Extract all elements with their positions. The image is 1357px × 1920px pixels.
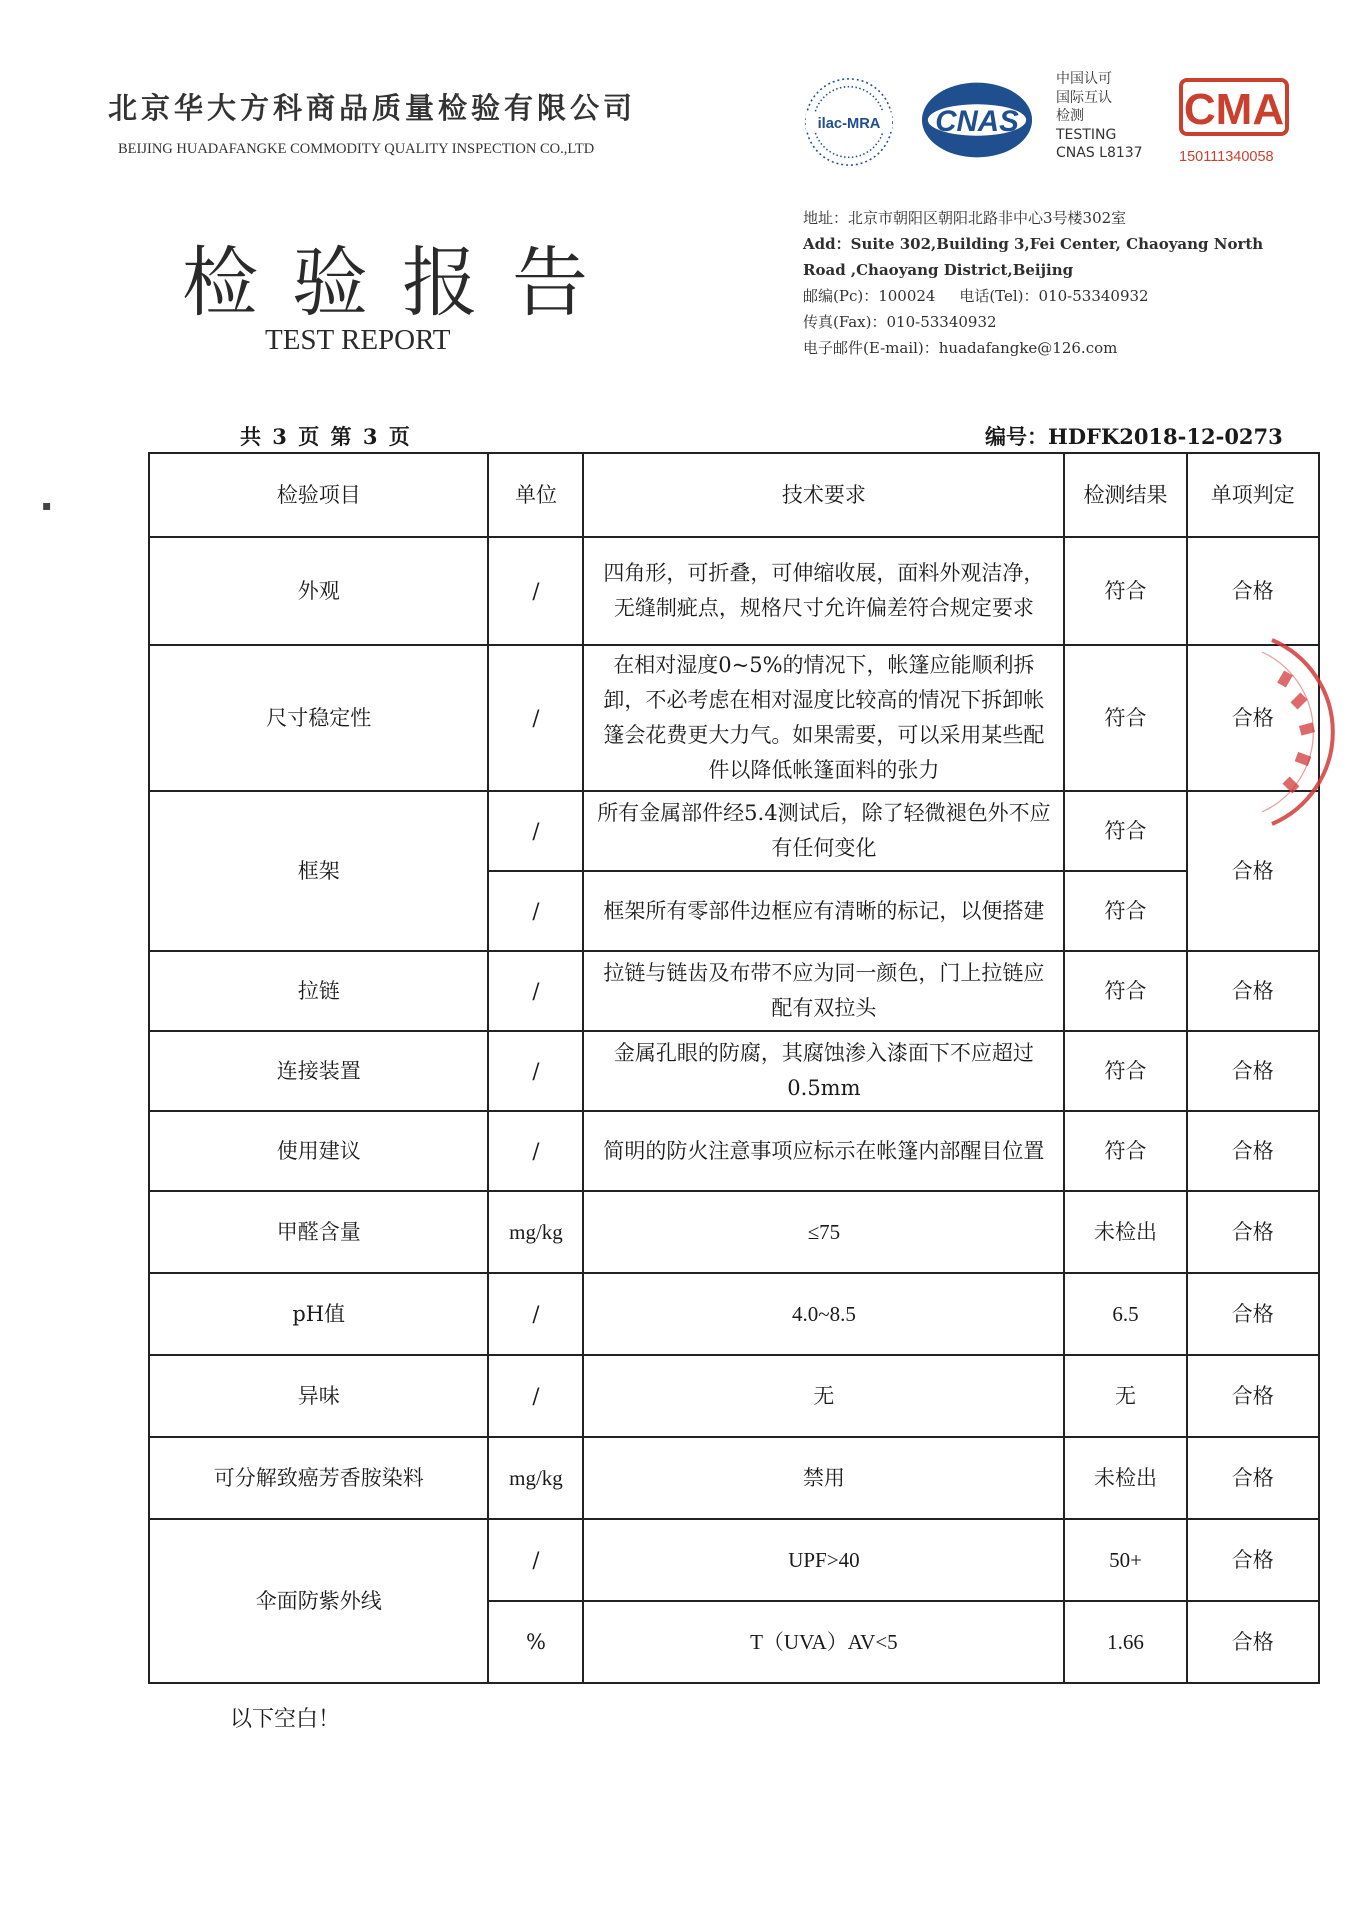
cell-item: 尺寸稳定性 [149,645,488,791]
cell-requirement: 金属孔眼的防腐，其腐蚀渗入漆面下不应超过0.5mm [583,1031,1064,1111]
cell-unit: / [488,537,583,645]
report-number: 编号：HDFK2018-12-0273 [985,424,1283,449]
header-unit: 单位 [488,453,583,537]
cell-unit: mg/kg [488,1437,583,1519]
cell-result: 符合 [1064,1031,1186,1111]
header-item: 检验项目 [149,453,488,537]
cell-unit: / [488,645,583,791]
address-en-1: Add：Suite 302,Building 3,Fei Center, Chaoyang North [803,235,1264,253]
table-row [149,1031,1319,1111]
cell-item: 外观 [149,537,488,645]
cell-item: 连接装置 [149,1031,488,1111]
cell-verdict: 合格 [1187,1355,1319,1437]
table-row [149,537,1319,645]
cell-result: 符合 [1064,951,1186,1031]
table-row [149,645,1319,791]
cell-result: 符合 [1064,1111,1186,1191]
cma-logo [1178,77,1290,137]
cell-requirement: 4.0~8.5 [583,1273,1064,1355]
accreditation-line: CNAS L8137 [1056,145,1143,161]
cell-item: 拉链 [149,951,488,1031]
cell-result: 50+ [1064,1519,1186,1601]
cell-verdict: 合格 [1187,645,1319,791]
cell-result: 未检出 [1064,1437,1186,1519]
address-en-2: Road ,Chaoyang District,Beijing [803,261,1074,279]
accreditation-line: 检测 [1056,108,1084,124]
cell-requirement: 在相对湿度0~5%的情况下，帐篷应能顺利拆卸，不必考虑在相对湿度比较高的情况下拆卸帐篷会花费更大力气。如果需要，可以采用某些配件以降低帐篷面料的张力 [583,645,1064,791]
company-name-en: BEIJING HUADAFANGKE COMMODITY QUALITY INSPECTION CO.,LTD [118,141,595,157]
cnas-logo [918,78,1036,162]
accreditation-line: 国际互认 [1056,89,1112,106]
table-row [149,1273,1319,1355]
cell-result: 无 [1064,1355,1186,1437]
cell-result: 未检出 [1064,1191,1186,1273]
fax: 传真(Fax)：010-53340932 [803,313,997,331]
ilac-text: ilac-MRA [817,115,881,132]
accreditation-line: TESTING [1056,126,1117,143]
table-row [149,1437,1319,1519]
cell-unit: / [488,1355,583,1437]
table-row [149,791,1319,871]
cell-requirement: 四角形，可折叠，可伸缩收展，面料外观洁净，无缝制疵点，规格尺寸允许偏差符合规定要求 [583,537,1064,645]
cell-requirement: 拉链与链齿及布带不应为同一颜色，门上拉链应配有双拉头 [583,951,1064,1031]
cell-item: 伞面防紫外线 [149,1519,488,1683]
address-cn: 地址：北京市朝阳区朝阳北路非中心3号楼302室 [803,209,1127,227]
cell-verdict: 合格 [1187,1111,1319,1191]
company-name-cn: 北京华大方科商品质量检验有限公司 [108,91,637,125]
cell-verdict: 合格 [1187,791,1319,951]
results-table [148,452,1320,1684]
cell-item: 甲醛含量 [149,1191,488,1273]
report-title-cn: 检验报告 [182,238,622,327]
cell-verdict: 合格 [1187,1519,1319,1601]
cma-number: 150111340058 [1179,149,1274,165]
cell-item: 使用建议 [149,1111,488,1191]
accreditation-line: 中国认可 [1056,71,1112,87]
table-row [149,1111,1319,1191]
telephone: 电话(Tel)：010-53340932 [959,287,1149,305]
cell-unit: % [488,1601,583,1683]
cnas-text: CNAS [935,104,1019,138]
cell-requirement: 框架所有零部件边框应有清晰的标记，以便搭建 [583,871,1064,951]
blank-below-note: 以下空白！ [230,1707,341,1732]
cell-unit: / [488,871,583,951]
page-info: 共 3 页 第 3 页 [240,424,412,449]
cell-unit: / [488,951,583,1031]
cell-verdict: 合格 [1187,1273,1319,1355]
cell-result: 1.66 [1064,1601,1186,1683]
cell-requirement: T（UVA）AV<5 [583,1601,1064,1683]
cell-requirement: 禁用 [583,1437,1064,1519]
cell-verdict: 合格 [1187,1437,1319,1519]
cell-unit: mg/kg [488,1191,583,1273]
report-title-en: TEST REPORT [265,324,451,356]
cell-item: 可分解致癌芳香胺染料 [149,1437,488,1519]
table-row [149,1355,1319,1437]
scan-mark: ▪ [42,498,52,514]
cell-verdict: 合格 [1187,951,1319,1031]
cell-requirement: 简明的防火注意事项应标示在帐篷内部醒目位置 [583,1111,1064,1191]
cell-unit: / [488,1519,583,1601]
cell-result: 符合 [1064,791,1186,871]
cell-unit: / [488,791,583,871]
cma-text: CMA [1183,85,1285,134]
ilac-mra-logo [800,73,898,171]
cell-result: 符合 [1064,537,1186,645]
address-block [803,205,1263,361]
cell-requirement: 所有金属部件经5.4测试后，除了轻微褪色外不应有任何变化 [583,791,1064,871]
table-row [149,951,1319,1031]
header-verdict: 单项判定 [1187,453,1319,537]
cell-unit: / [488,1031,583,1111]
results-table-wrap [148,452,1320,1684]
table-row [149,1519,1319,1601]
accreditation-text [1056,70,1143,163]
cell-requirement: 无 [583,1355,1064,1437]
cell-unit: / [488,1111,583,1191]
cell-requirement: UPF>40 [583,1519,1064,1601]
cell-item: 框架 [149,791,488,951]
email: 电子邮件(E-mail)：huadafangke@126.com [803,339,1118,357]
cell-verdict: 合格 [1187,1191,1319,1273]
cell-requirement: ≤75 [583,1191,1064,1273]
cell-verdict: 合格 [1187,1601,1319,1683]
cell-result: 6.5 [1064,1273,1186,1355]
table-row [149,1191,1319,1273]
cell-verdict: 合格 [1187,537,1319,645]
cell-unit: / [488,1273,583,1355]
cell-result: 符合 [1064,871,1186,951]
header-requirement: 技术要求 [583,453,1064,537]
header-result: 检测结果 [1064,453,1186,537]
cell-verdict: 合格 [1187,1031,1319,1111]
table-header-row [149,453,1319,537]
postcode: 邮编(Pc)：100024 [803,287,936,305]
cell-item: 异味 [149,1355,488,1437]
cell-item: pH值 [149,1273,488,1355]
cell-result: 符合 [1064,645,1186,791]
